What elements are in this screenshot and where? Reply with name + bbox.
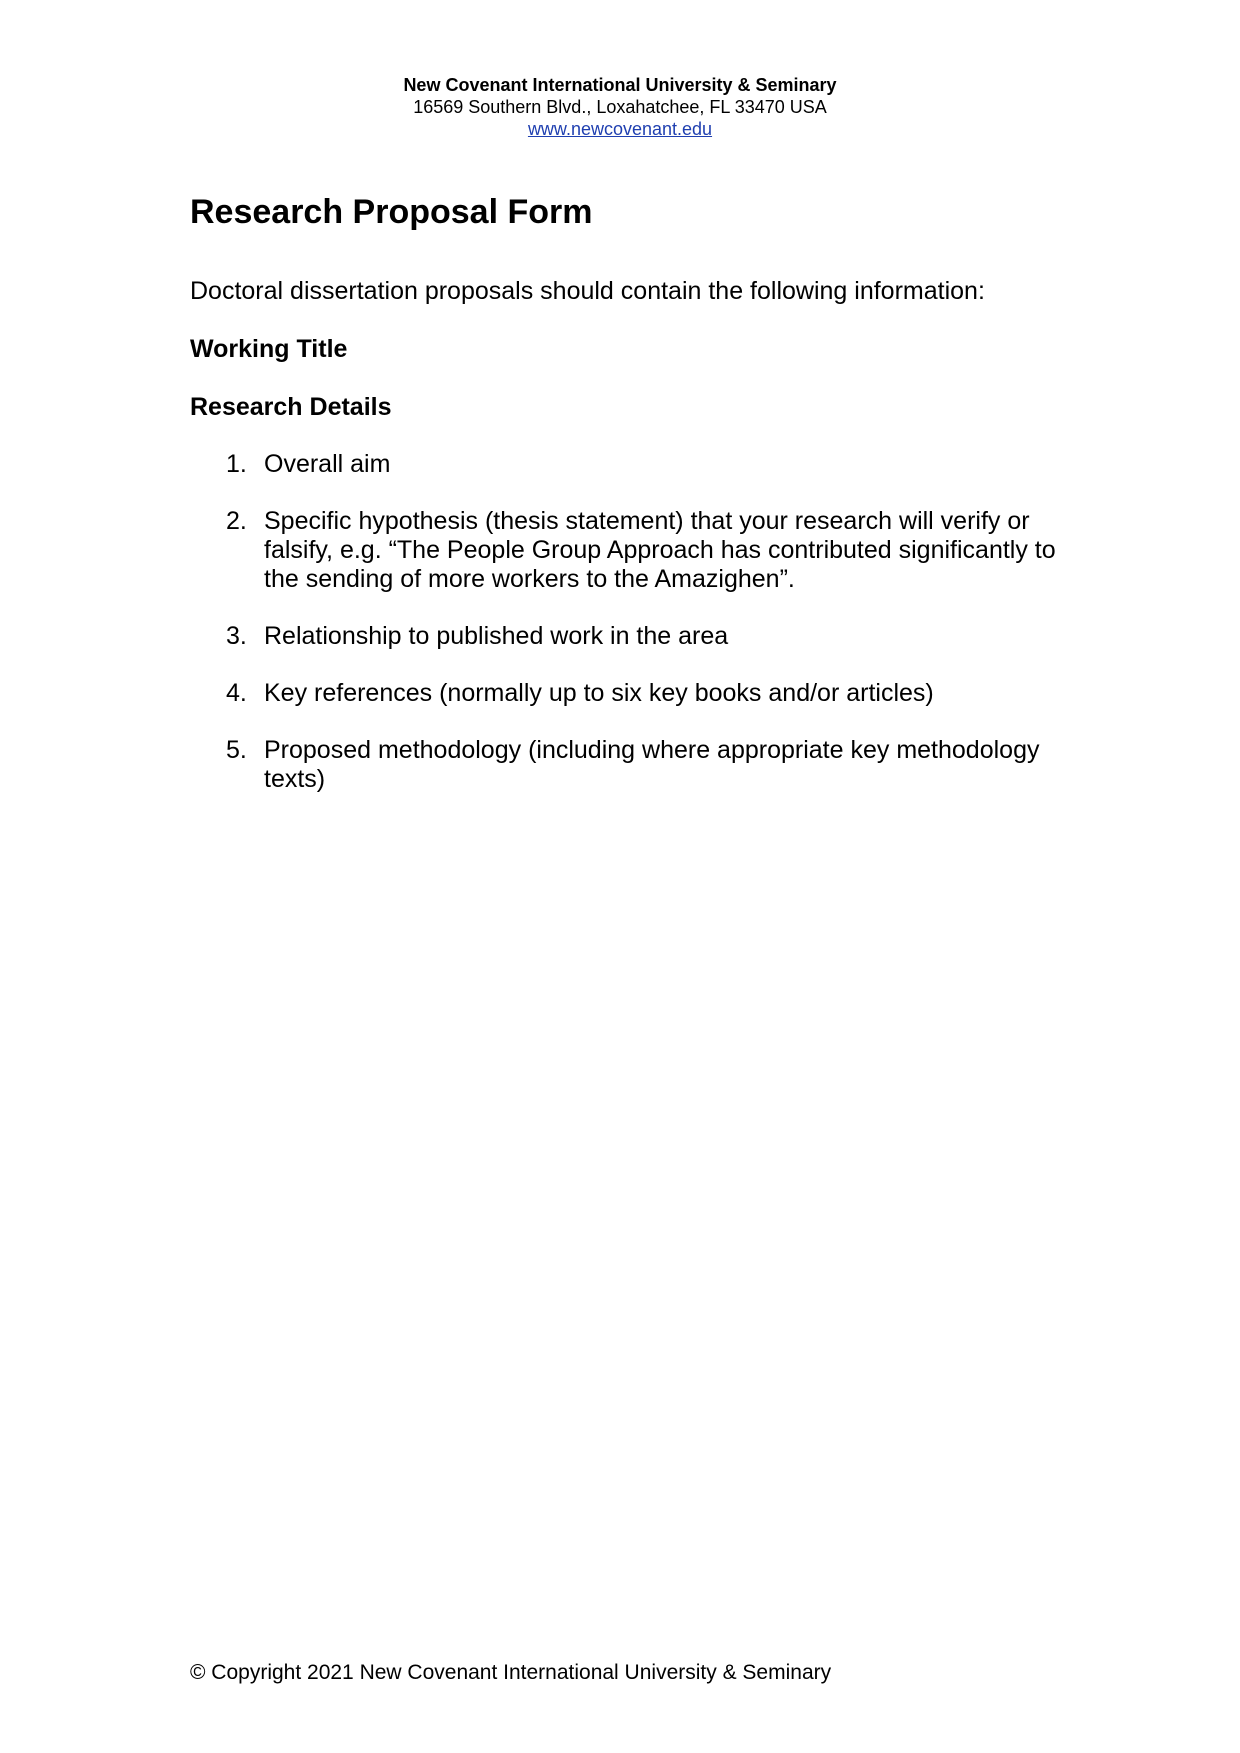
research-details-list bbox=[190, 450, 1070, 794]
list-item-text: Relationship to published work in the area bbox=[264, 622, 729, 650]
list-item-text: Specific hypothesis (thesis statement) that your research will verify or falsify, e.g. “The People Group Approach has contributed significantly to the sending of more workers to the Amazighen”. bbox=[264, 507, 1056, 593]
page-title: Research Proposal Form bbox=[190, 193, 593, 231]
list-item-number: 3. bbox=[226, 622, 247, 650]
copyright-footer: © Copyright 2021 New Covenant International University & Seminary bbox=[190, 1661, 832, 1684]
list-item-number: 1. bbox=[226, 450, 247, 478]
list-item bbox=[190, 507, 1070, 594]
document-body bbox=[190, 190, 1070, 822]
list-item bbox=[190, 450, 1070, 479]
research-details-heading: Research Details bbox=[190, 393, 392, 421]
organization-address: 16569 Southern Blvd., Loxahatchee, FL 33470 USA bbox=[413, 97, 827, 117]
list-item-text: Proposed methodology (including where appropriate key methodology texts) bbox=[264, 736, 1040, 793]
intro-paragraph: Doctoral dissertation proposals should contain the following information: bbox=[190, 277, 985, 305]
list-item bbox=[190, 736, 1070, 794]
list-item bbox=[190, 622, 1070, 651]
list-item-text: Overall aim bbox=[264, 450, 391, 478]
list-item-text: Key references (normally up to six key books and/or articles) bbox=[264, 679, 934, 707]
list-item-number: 4. bbox=[226, 679, 247, 707]
letterhead bbox=[0, 74, 1240, 140]
organization-name: New Covenant International University & Seminary bbox=[403, 75, 837, 95]
website-link[interactable]: www.newcovenant.edu bbox=[527, 119, 713, 139]
list-item bbox=[190, 679, 1070, 708]
list-item-number: 2. bbox=[226, 507, 247, 535]
list-item-number: 5. bbox=[226, 736, 247, 764]
working-title-heading: Working Title bbox=[190, 335, 348, 363]
